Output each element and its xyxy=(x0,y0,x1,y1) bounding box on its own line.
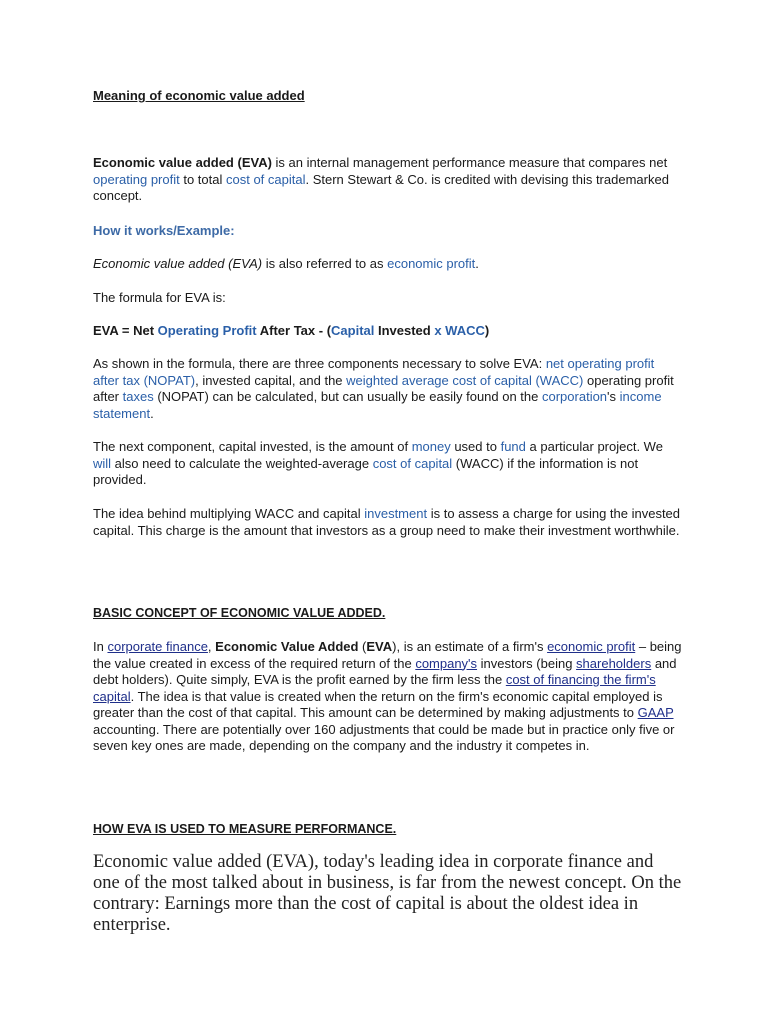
link-corporate-finance[interactable]: corporate finance xyxy=(107,639,208,654)
next-component-paragraph: The next component, capital invested, is the amount of money used to fund a particular project. We will also need to calculate the weighted-average cost of capital (WACC) if the information is not provided. xyxy=(93,439,663,487)
link-wacc[interactable]: x WACC xyxy=(434,323,485,338)
link-corporation[interactable]: corporation xyxy=(542,389,608,404)
link-income-statement[interactable]: income statement xyxy=(93,389,662,421)
link-cost-of-financing[interactable]: cost of financing the firm's capital xyxy=(93,672,656,704)
link-gaap[interactable]: GAAP xyxy=(637,705,674,720)
performance-heading: HOW EVA IS USED TO MEASURE PERFORMANCE. xyxy=(93,822,397,836)
link-investment[interactable]: investment xyxy=(364,506,428,521)
basic-concept-paragraph: In corporate finance, Economic Value Added (EVA), is an estimate of a firm's economic profit – being the value created in excess of the required return of the company's investors (being shareholders and debt holders). Quite simply, EVA is the profit earned by the firm less the cost of financing the firm's capital. The idea is that value is created when the return on the firm's economic capital employed is greater than the cost of that capital. This amount can be determined by making adjustments to GAAP accounting. There are potentially over 160 adjustments that could be made but in practice only five or seven key ones are made, depending on the company and the industry it competes in. xyxy=(93,639,682,753)
link-taxes[interactable]: taxes xyxy=(122,389,154,404)
link-will[interactable]: will xyxy=(93,455,112,471)
link-cost-of-capital[interactable]: cost of capital xyxy=(225,171,306,187)
link-economic-profit-2[interactable]: economic profit xyxy=(547,639,636,654)
link-money[interactable]: money xyxy=(411,439,451,454)
link-operating-profit-formula[interactable]: Operating Profit xyxy=(157,323,257,338)
page-title: Meaning of economic value added xyxy=(93,88,305,103)
link-cost-of-capital-2[interactable]: cost of capital xyxy=(372,455,453,471)
link-fund[interactable]: fund xyxy=(500,439,526,454)
aka-paragraph: Economic value added (EVA) is also referred to as economic profit. xyxy=(93,256,479,271)
eva-formula: EVA = Net Operating Profit After Tax - (Capital Invested x WACC) xyxy=(93,323,490,338)
link-economic-profit[interactable]: economic profit xyxy=(387,256,476,271)
link-companys[interactable]: company's xyxy=(415,655,478,671)
formula-intro: The formula for EVA is: xyxy=(93,290,226,305)
link-wacc-full[interactable]: weighted average cost of capital (WACC) xyxy=(346,372,584,388)
performance-paragraph: Economic value added (EVA), today's leading idea in corporate finance and one of the most talked about in business, is far from the newest concept. On the contrary: Earnings more than the cost of capital is about the oldest idea in enterprise. xyxy=(93,852,682,935)
how-it-works-heading: How it works/Example: xyxy=(93,223,235,238)
link-capital[interactable]: Capital xyxy=(331,323,375,338)
link-nopat[interactable]: net operating profit after tax (NOPAT) xyxy=(93,356,655,388)
eva-term: Economic value added (EVA) xyxy=(93,155,272,170)
basic-concept-heading: BASIC CONCEPT OF ECONOMIC VALUE ADDED. xyxy=(93,606,386,620)
idea-paragraph: The idea behind multiplying WACC and capital investment is to assess a charge for using the invested capital. This charge is the amount that investors as a group need to make their investment worthwhile. xyxy=(93,506,681,538)
link-operating-profit[interactable]: operating profit xyxy=(93,171,180,187)
components-paragraph: As shown in the formula, there are three components necessary to solve EVA: net operating profit after tax (NOPAT), invested capital, and the weighted average cost of capital (WACC) operating profit after taxes (NOPAT) can be calculated, but can usually be easily found on the corporation's income statement. xyxy=(93,356,674,421)
intro-paragraph: Economic value added (EVA) is an internal management performance measure that compares net operating profit to total cost of capital. Stern Stewart & Co. is credited with devising this trademarked concept. xyxy=(93,155,669,203)
link-shareholders[interactable]: shareholders xyxy=(576,655,652,671)
